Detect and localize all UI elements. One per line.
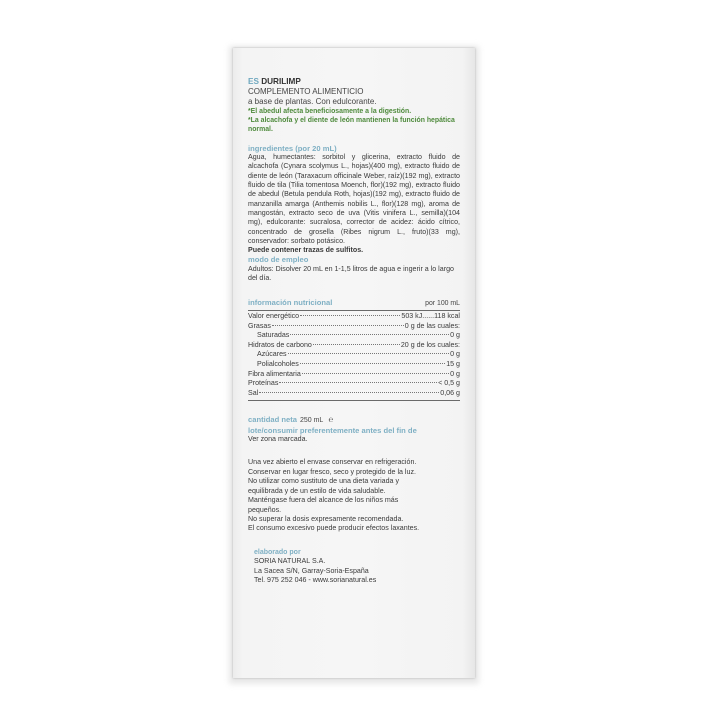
claim-artichoke: *La alcachofa y el diente de león mantienen la función hepática normal.: [248, 116, 455, 133]
dot-leader: [279, 382, 437, 383]
nutrition-value: 0 g de las cuales:: [404, 321, 460, 330]
manufacturer-heading: elaborado por: [254, 548, 301, 556]
nutrition-row: [248, 370, 460, 380]
nutrition-value: 0 g: [450, 350, 460, 359]
warning-line: pequeños.: [248, 505, 282, 514]
usage-text: Adultos: Disolver 20 mL en 1-1,5 litros de agua e ingerir a lo largo del día.: [248, 265, 454, 283]
estimated-mark-icon: ℮: [328, 415, 334, 425]
claim-birch: *El abedul afecta beneficiosamente a la digestión.: [248, 107, 412, 115]
nutrition-row: [248, 360, 460, 370]
nutrition-table: [248, 311, 460, 401]
warning-line: Manténgase fuera del alcance de los niños más: [248, 496, 399, 505]
manufacturer-name: SORIA NATURAL S.A.: [254, 557, 326, 566]
ingredients-heading: ingredientes (por 20 mL): [248, 143, 337, 153]
nutrition-row: [248, 389, 460, 399]
dot-leader: [288, 353, 450, 354]
nutrition-row: [248, 350, 460, 360]
product-title: [248, 77, 460, 87]
net-quantity-label: cantidad neta: [248, 415, 297, 425]
warning-line: El consumo excesivo puede producir efectos laxantes.: [248, 524, 420, 533]
warning-line: No superar la dosis expresamente recomendada.: [248, 514, 404, 523]
usage-heading: modo de empleo: [248, 255, 309, 265]
dot-leader: [300, 363, 445, 364]
dot-leader: [272, 325, 404, 326]
nutrition-value: 0 g: [450, 369, 460, 378]
nutrition-label: Proteínas: [248, 379, 279, 388]
warning-line: No utilizar como sustituto de una dieta variada y: [248, 477, 400, 486]
dot-leader: [290, 334, 449, 335]
nutrition-row: [248, 379, 460, 389]
nutrition-label: Hidratos de carbono: [248, 340, 312, 349]
nutrition-row: [248, 341, 460, 351]
net-quantity: [248, 415, 460, 425]
nutrition-value: 0,06 g: [440, 388, 460, 397]
ingredients-text: Agua, humectantes: sorbitol y glicerina, extracto fluido de alcachofa (Cynara scolymus L., hojas)(400 mg), extracto fluido de diente de león (Taraxacum officinale Weber, raíz)(192 mg), extracto fluido de tila (Tilia tomentosa Moench, flor)(192 mg), extracto fluido de abedul (Betula pendula Roth, hojas)(192 mg), extracto fluido de manzanilla amarga (Anthemis nobilis L., flor)(128 mg), aroma de mangostán, extracto seco de uva (Vitis vinifera L., semilla)(104 mg), edulcorante: sucralosa, corrector de acidez: ácido cítrico, concentrado de grosella (Ribes nigrum L., fruto)(33 mg), conservador: sorbato potásico.: [248, 153, 460, 245]
brand-name: DURILIMP: [261, 77, 301, 86]
nutrition-row: [248, 331, 460, 341]
nutrition-row: [248, 312, 460, 322]
allergen-note: Puede contener trazas de sulfitos.: [248, 246, 364, 255]
nutrition-label: Valor energético: [248, 311, 300, 320]
nutrition-value: 20 g de los cuales:: [400, 340, 460, 349]
nutrition-label: Polialcoholes: [257, 359, 299, 368]
nutrition-label: Fibra alimentaria: [248, 369, 301, 378]
lot-label: lote/consumir preferentemente antes del fin de: [248, 425, 417, 435]
nutrition-value: < 0,5 g: [438, 379, 460, 388]
nutrition-label: Azúcares: [257, 350, 287, 359]
dot-leader: [259, 392, 439, 393]
product-base: a base de plantas. Con edulcorante.: [248, 96, 377, 106]
manufacturer-address: La Sacea S/N, Garray-Soria-España: [254, 566, 369, 575]
dot-leader: [313, 344, 400, 345]
nutrition-per: por 100 mL: [425, 299, 460, 307]
net-quantity-value: 250 mL: [299, 417, 324, 425]
dot-leader: [300, 315, 400, 316]
product-category: COMPLEMENTO ALIMENTICIO: [248, 87, 364, 96]
nutrition-value: 15 g: [446, 359, 460, 368]
dot-leader: [302, 373, 449, 374]
nutrition-label: Grasas: [248, 321, 271, 330]
warning-line: equilibrada y de un estilo de vida saludable.: [248, 486, 386, 495]
label-content: [248, 77, 460, 585]
nutrition-label: Sal: [248, 388, 259, 397]
warning-line: Una vez abierto el envase conservar en refrigeración.: [248, 458, 417, 467]
nutrition-row: [248, 322, 460, 332]
warnings: [248, 458, 460, 533]
manufacturer-contact: Tel. 975 252 046 - www.sorianatural.es: [254, 575, 377, 584]
nutrition-value: 503 kJ......118 kcal: [401, 311, 460, 320]
manufacturer: [248, 548, 460, 585]
nutrition-value: 0 g: [450, 331, 460, 340]
warning-line: Conservar en lugar fresco, seco y protegido de la luz.: [248, 467, 416, 476]
nutrition-heading: información nutricional: [248, 297, 333, 307]
language-code: ES: [248, 77, 259, 86]
nutrition-header: [248, 298, 460, 311]
lot-text: Ver zona marcada.: [248, 435, 308, 444]
nutrition-label: Saturadas: [257, 331, 290, 340]
